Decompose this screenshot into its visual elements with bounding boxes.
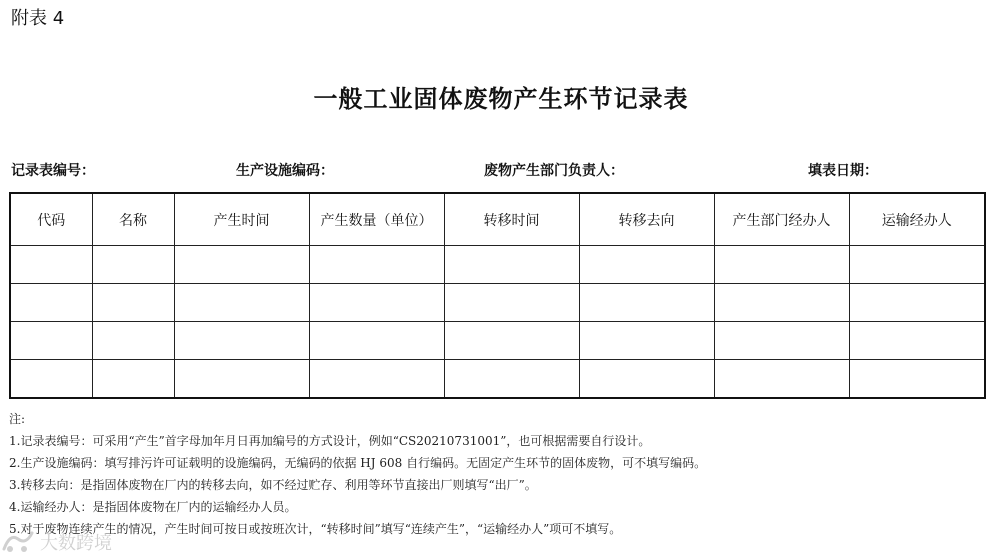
table-cell[interactable] bbox=[10, 284, 92, 322]
table-cell[interactable] bbox=[92, 284, 174, 322]
table-header-row bbox=[10, 193, 985, 246]
facility-code-label: 生产设施编码： bbox=[236, 163, 334, 179]
table-cell[interactable] bbox=[92, 322, 174, 360]
header-name: 名称 bbox=[92, 193, 174, 246]
table-cell[interactable] bbox=[714, 322, 849, 360]
fill-date-label: 填表日期： bbox=[808, 163, 878, 179]
note-item: 1.记录表编号：可采用“产生”首字母加年月日再加编号的方式设计，例如“CS20210731001”，也可根据需要自行设计。 bbox=[9, 434, 651, 448]
responsible-person-label: 废物产生部门负责人： bbox=[484, 163, 624, 179]
table-cell[interactable] bbox=[444, 284, 579, 322]
table-cell[interactable] bbox=[309, 284, 444, 322]
table-cell[interactable] bbox=[10, 246, 92, 284]
header-generation-quantity: 产生数量（单位） bbox=[309, 193, 444, 246]
header-transport-handler: 运输经办人 bbox=[849, 193, 985, 246]
note-item: 3.转移去向：是指固体废物在厂内的转移去向，如不经过贮存、利用等环节直接出厂则填写“出厂”。 bbox=[9, 478, 537, 492]
table-cell[interactable] bbox=[92, 360, 174, 399]
table-row bbox=[10, 360, 985, 399]
table-cell[interactable] bbox=[174, 246, 309, 284]
meta-row bbox=[0, 160, 1002, 182]
watermark-text: 大数跨境 bbox=[40, 533, 112, 554]
notes-heading: 注: bbox=[9, 412, 26, 426]
table-cell[interactable] bbox=[92, 246, 174, 284]
record-number-label: 记录表编号： bbox=[11, 163, 95, 179]
record-table bbox=[9, 192, 986, 399]
appendix-label: 附表 4 bbox=[11, 8, 65, 29]
table-cell[interactable] bbox=[174, 284, 309, 322]
header-department-handler: 产生部门经办人 bbox=[714, 193, 849, 246]
logo-mark-icon bbox=[0, 529, 36, 555]
table-cell[interactable] bbox=[444, 246, 579, 284]
header-code: 代码 bbox=[10, 193, 92, 246]
table-cell[interactable] bbox=[849, 322, 985, 360]
table-cell[interactable] bbox=[579, 322, 714, 360]
table-cell[interactable] bbox=[714, 246, 849, 284]
table-row bbox=[10, 322, 985, 360]
header-transfer-destination: 转移去向 bbox=[579, 193, 714, 246]
header-transfer-time: 转移时间 bbox=[444, 193, 579, 246]
table-cell[interactable] bbox=[174, 322, 309, 360]
table-cell[interactable] bbox=[10, 322, 92, 360]
table-cell[interactable] bbox=[309, 360, 444, 399]
table-cell[interactable] bbox=[849, 360, 985, 399]
table-cell[interactable] bbox=[309, 322, 444, 360]
notes-section bbox=[9, 410, 994, 540]
table-cell[interactable] bbox=[444, 360, 579, 399]
note-item: 4.运输经办人：是指固体废物在厂内的运输经办人员。 bbox=[9, 500, 297, 514]
table-cell[interactable] bbox=[174, 360, 309, 399]
note-item: 2.生产设施编码：填写排污许可证载明的设施编码，无编码的依据 HJ 608 自行编码。无固定产生环节的固体废物，可不填写编码。 bbox=[9, 456, 707, 470]
watermark bbox=[0, 527, 112, 557]
table-cell[interactable] bbox=[10, 360, 92, 399]
table-row bbox=[10, 284, 985, 322]
table-cell[interactable] bbox=[579, 284, 714, 322]
table-cell[interactable] bbox=[714, 360, 849, 399]
table-cell[interactable] bbox=[849, 284, 985, 322]
table-row bbox=[10, 246, 985, 284]
note-item: 5.对于废物连续产生的情况，产生时间可按日或按班次计，“转移时间”填写“连续产生”，“运输经办人”项可不填写。 bbox=[9, 522, 622, 536]
header-generation-time: 产生时间 bbox=[174, 193, 309, 246]
table-cell[interactable] bbox=[309, 246, 444, 284]
table-cell[interactable] bbox=[849, 246, 985, 284]
table-cell[interactable] bbox=[444, 322, 579, 360]
table-cell[interactable] bbox=[579, 360, 714, 399]
table-cell[interactable] bbox=[714, 284, 849, 322]
document-title: 一般工业固体废物产生环节记录表 bbox=[313, 85, 689, 113]
table-cell[interactable] bbox=[579, 246, 714, 284]
